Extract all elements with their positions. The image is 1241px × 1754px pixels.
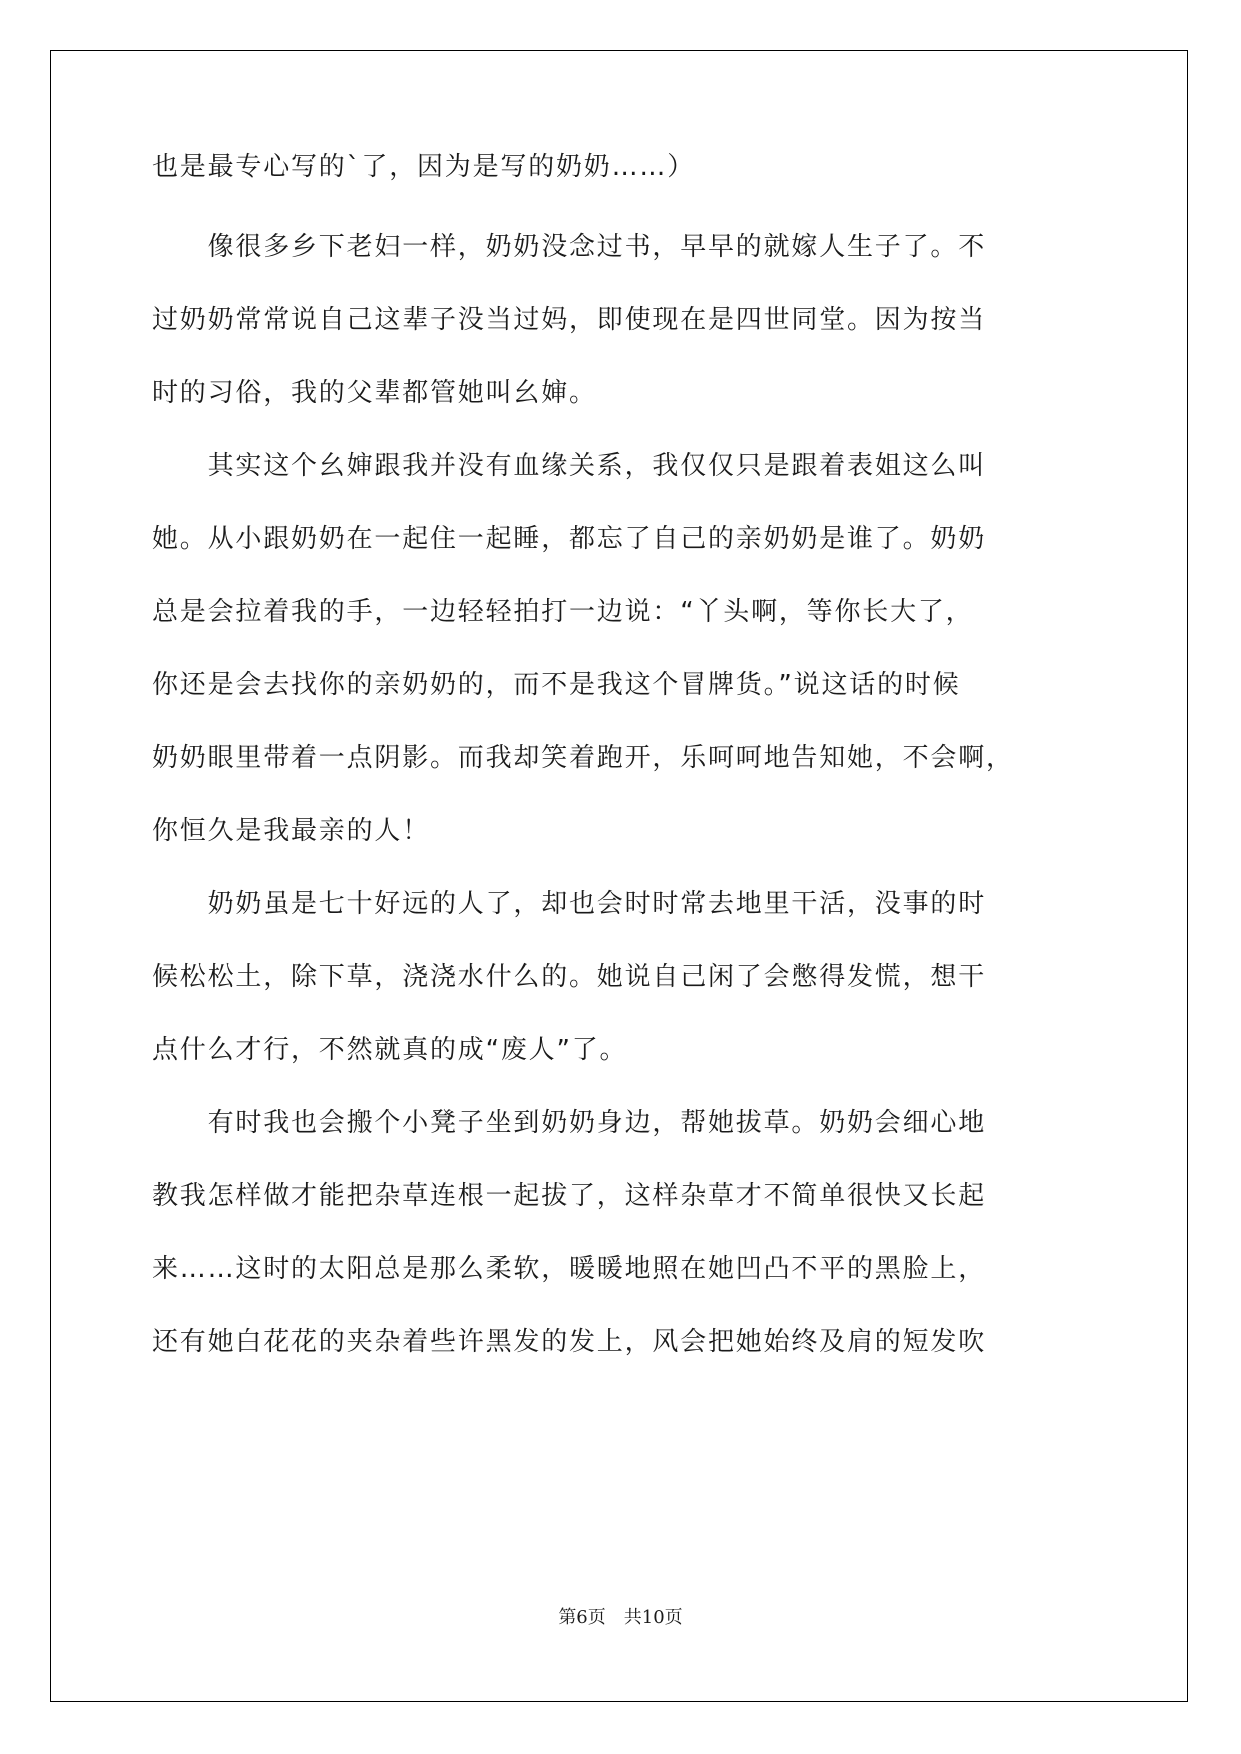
body-text-line: 奶奶虽是七十好远的人了，却也会时时常去地里干活，没事的时 (152, 889, 987, 919)
body-text-line: 像很多乡下老妇一样，奶奶没念过书，早早的就嫁人生子了。不 (152, 232, 987, 262)
page-footer (0, 1606, 1241, 1630)
body-text-line: 时的习俗，我的父辈都管她叫幺婶。 (152, 378, 597, 408)
page-number-label: 第6页 共10页 (558, 1607, 683, 1628)
body-text-line: 总是会拉着我的手，一边轻轻拍打一边说：“丫头啊，等你长大了， (152, 597, 974, 627)
body-text-line: 还有她白花花的夹杂着些许黑发的发上，风会把她始终及肩的短发吹 (152, 1327, 987, 1357)
body-text-line: 候松松土，除下草，浇浇水什么的。她说自己闲了会憋得发慌，想干 (152, 962, 987, 992)
body-text-line: 教我怎样做才能把杂草连根一起拔了，这样杂草才不简单很快又长起 (152, 1181, 987, 1211)
body-text-line: 也是最专心写的`了，因为是写的奶奶……） (152, 152, 696, 182)
body-text-line: 你还是会去找你的亲奶奶的，而不是我这个冒牌货。”说这话的时候 (152, 670, 961, 700)
body-text-line: 来……这时的太阳总是那么柔软，暖暖地照在她凹凸不平的黑脸上， (152, 1254, 987, 1284)
body-text-line: 她。从小跟奶奶在一起住一起睡，都忘了自己的亲奶奶是谁了。奶奶 (152, 524, 987, 554)
body-text-line: 奶奶眼里带着一点阴影。而我却笑着跑开，乐呵呵地告知她，不会啊， (152, 743, 1014, 773)
body-text-line: 你恒久是我最亲的人！ (152, 816, 431, 846)
page-border (50, 50, 1188, 1702)
body-text-line: 过奶奶常常说自己这辈子没当过妈，即使现在是四世同堂。因为按当 (152, 305, 987, 335)
body-text-line: 点什么才行，不然就真的成“废人”了。 (152, 1035, 628, 1065)
body-text-line: 其实这个幺婶跟我并没有血缘关系，我仅仅只是跟着表姐这么叫 (152, 451, 987, 481)
body-text-line: 有时我也会搬个小凳子坐到奶奶身边，帮她拔草。奶奶会细心地 (152, 1108, 987, 1138)
